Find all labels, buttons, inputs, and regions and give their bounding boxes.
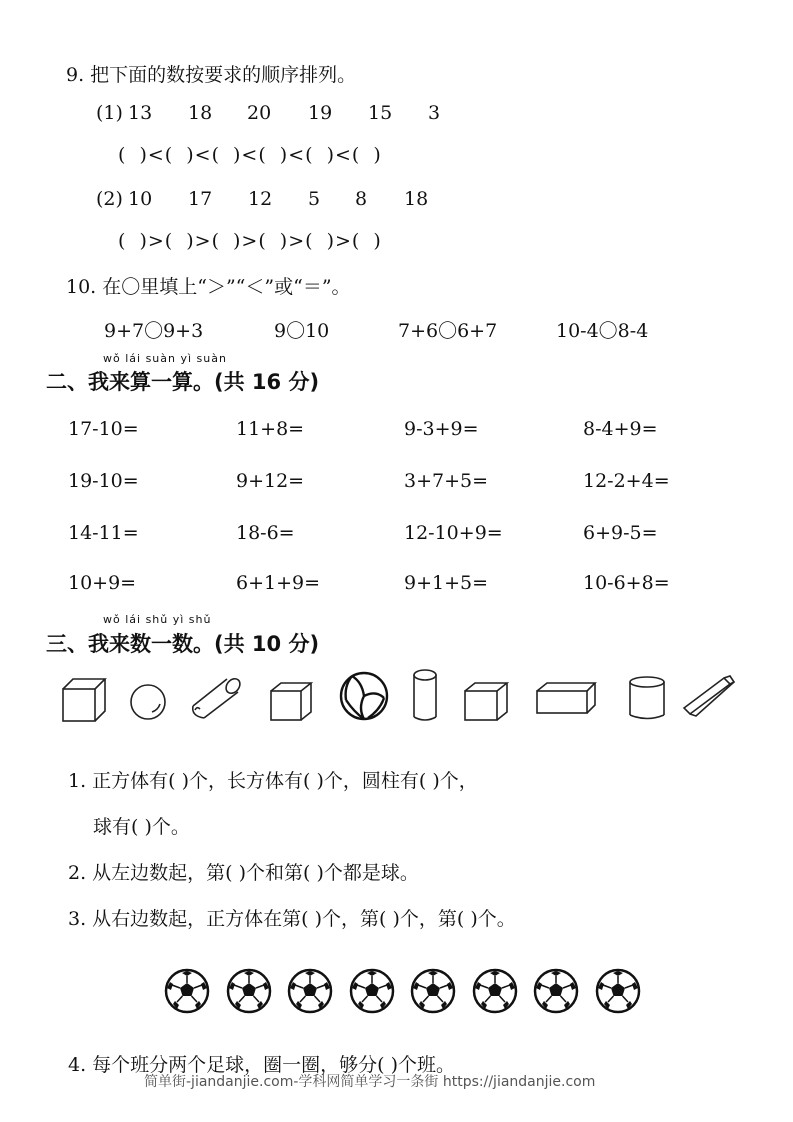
calc-item[interactable]: 12-2+4=	[583, 470, 670, 492]
q9-part2-answer-row[interactable]: ( )>( )>( )>( )>( )>( )	[118, 230, 382, 252]
calc-item[interactable]: 17-10=	[68, 418, 139, 440]
soccer-ball-icon[interactable]	[410, 968, 456, 1014]
q9-part1-number: 19	[308, 102, 333, 124]
q9-part1-number: 18	[188, 102, 213, 124]
q9-title: 9. 把下面的数按要求的顺序排列。	[66, 64, 357, 86]
calc-item[interactable]: 9-3+9=	[404, 418, 479, 440]
calc-item[interactable]: 3+7+5=	[404, 470, 489, 492]
cylinder-standing-icon	[410, 668, 440, 724]
cube-icon	[268, 680, 314, 722]
cuboid-icon	[534, 680, 598, 716]
q9-part1-answer-row[interactable]: ( )<( )<( )<( )<( )<( )	[118, 144, 382, 166]
q10-item[interactable]: 10-4〇8-4	[556, 320, 649, 342]
sphere-icon	[128, 682, 168, 722]
calc-item[interactable]: 14-11=	[68, 522, 139, 544]
calc-item[interactable]: 9+1+5=	[404, 572, 489, 594]
sec2-pinyin: wǒ lái suàn yì suàn	[103, 352, 227, 365]
q10-item[interactable]: 9+7〇9+3	[104, 320, 204, 342]
soccer-ball-icon[interactable]	[226, 968, 272, 1014]
q9-part2-label: (2)	[96, 188, 123, 210]
cuboid-tilted-icon	[680, 672, 736, 722]
soccer-ball-icon[interactable]	[164, 968, 210, 1014]
q9-part2-number: 5	[308, 188, 321, 210]
soccer-ball-icon[interactable]	[595, 968, 641, 1014]
q9-part2-number: 18	[404, 188, 429, 210]
calc-item[interactable]: 6+9-5=	[583, 522, 658, 544]
q9-part2-number: 17	[188, 188, 213, 210]
soccer-ball-icon[interactable]	[472, 968, 518, 1014]
q9-part1-number: 3	[428, 102, 441, 124]
calc-item[interactable]: 10+9=	[68, 572, 137, 594]
soccer-ball-icon[interactable]	[533, 968, 579, 1014]
calc-item[interactable]: 6+1+9=	[236, 572, 321, 594]
calc-item[interactable]: 8-4+9=	[583, 418, 658, 440]
calc-item[interactable]: 12-10+9=	[404, 522, 503, 544]
q10-item[interactable]: 7+6〇6+7	[398, 320, 498, 342]
sec3-q4[interactable]: 4. 每个班分两个足球，圈一圈，够分( )个班。	[68, 1054, 456, 1076]
q10-item[interactable]: 9〇10	[274, 320, 330, 342]
cube-icon	[462, 680, 510, 722]
sec3-q1-line2[interactable]: 球有( )个。	[93, 816, 190, 838]
calc-item[interactable]: 18-6=	[236, 522, 295, 544]
footer-watermark: 简单街-jiandanjie.com-学科网简单学习一条街 https://jiandanjie.com	[144, 1074, 596, 1090]
calc-item[interactable]: 19-10=	[68, 470, 139, 492]
q9-part2-number: 10	[128, 188, 153, 210]
q9-part1-number: 20	[247, 102, 272, 124]
soccer-ball-icon[interactable]	[287, 968, 333, 1014]
volleyball-icon	[338, 670, 390, 722]
q9-part1-number: 13	[128, 102, 153, 124]
cube-icon	[60, 676, 108, 724]
sec3-title: 三、我来数一数。(共 10 分)	[46, 632, 320, 656]
cylinder-icon	[626, 674, 668, 722]
calc-item[interactable]: 10-6+8=	[583, 572, 670, 594]
q9-part2-number: 12	[248, 188, 273, 210]
calc-item[interactable]: 9+12=	[236, 470, 305, 492]
q9-part1-number: 15	[368, 102, 393, 124]
calc-item[interactable]: 11+8=	[236, 418, 305, 440]
q9-part1-label: (1)	[96, 102, 123, 124]
sec2-title: 二、我来算一算。(共 16 分)	[46, 370, 320, 394]
sec3-q3[interactable]: 3. 从右边数起，正方体在第( )个，第( )个，第( )个。	[68, 908, 516, 930]
soccer-ball-icon[interactable]	[349, 968, 395, 1014]
q10-title: 10. 在〇里填上“＞”“＜”或“＝”。	[66, 276, 351, 298]
q9-part2-number: 8	[355, 188, 368, 210]
sec3-pinyin: wǒ lái shǔ yì shǔ	[103, 613, 212, 626]
sec3-q1-line1[interactable]: 1. 正方体有( )个，长方体有( )个，圆柱有( )个，	[68, 770, 478, 792]
cylinder-lying-icon	[188, 676, 242, 720]
sec3-q2[interactable]: 2. 从左边数起，第( )个和第( )个都是球。	[68, 862, 419, 884]
